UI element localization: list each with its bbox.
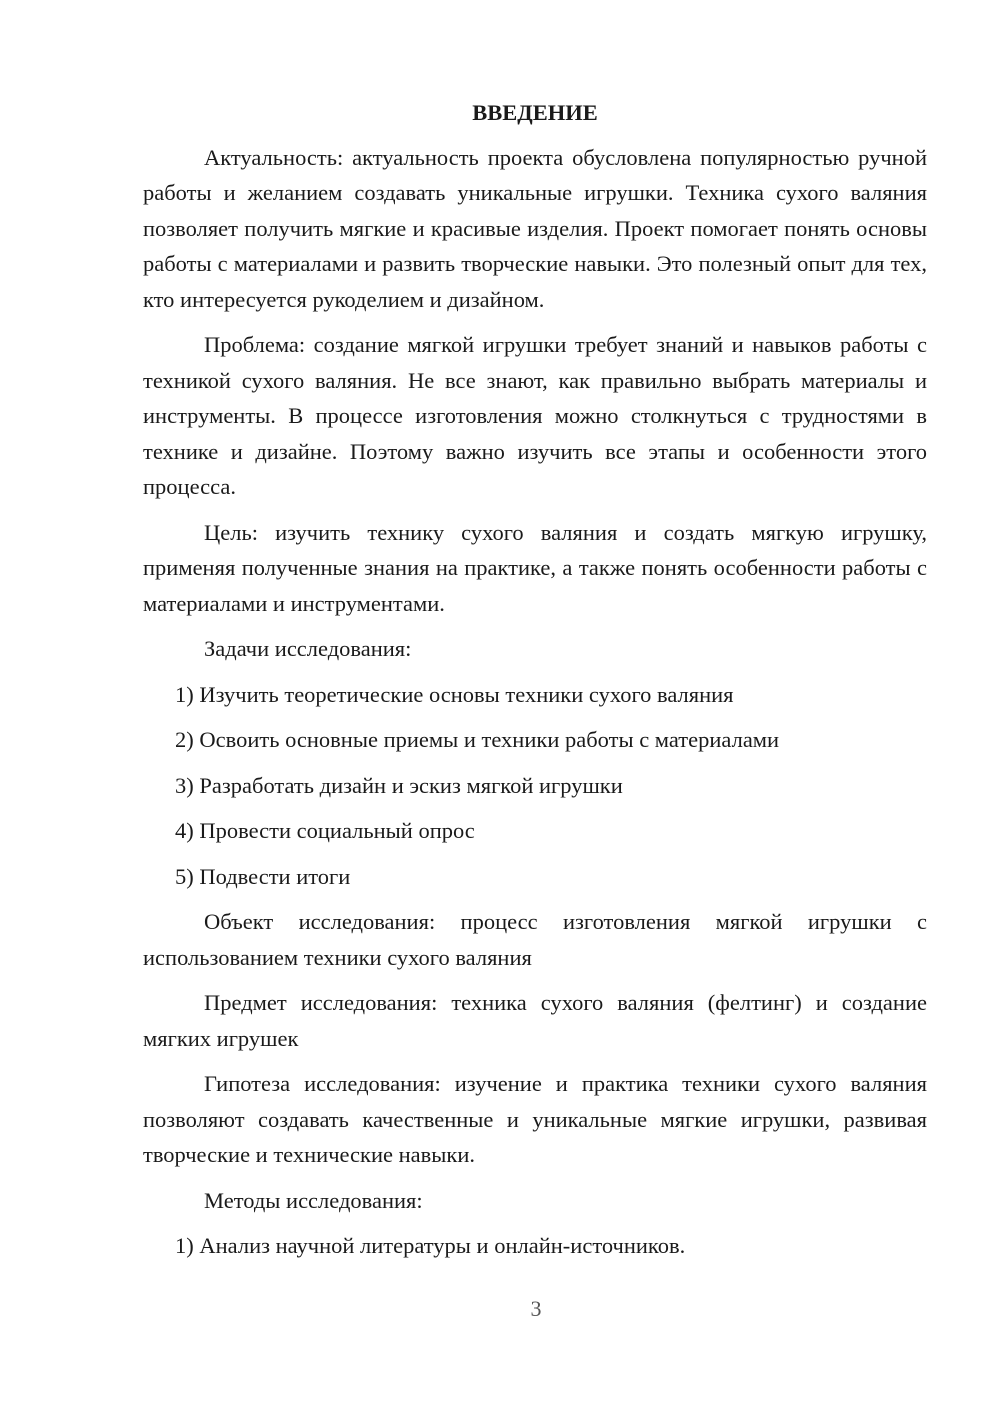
methods-heading: Методы исследования:: [204, 1187, 423, 1213]
method-item-1: 1) Анализ научной литературы и онлайн-источников.: [175, 1233, 686, 1258]
relevance-paragraph: Актуальность: актуальность проекта обусловлена популярностью ручной работы и желанием создавать уникальные игрушки. Техника сухого валяния позволяет получить мягкие и красивые изделия. Проект помогает понять основы работы с материалами и развить творческие навыки. Это полезный опыт для тех, кто интересуется рукоделием и дизайном.: [143, 144, 927, 312]
task-item-3: 3) Разработать дизайн и эскиз мягкой игрушки: [175, 772, 623, 798]
task-item-4: 4) Провести социальный опрос: [175, 818, 475, 843]
task-item-5: 5) Подвести итоги: [175, 863, 351, 889]
page-title: ВВЕДЕНИЕ: [472, 100, 598, 125]
hypothesis-paragraph: Гипотеза исследования: изучение и практика техники сухого валяния позволяют создавать качественные и уникальные мягкие игрушки, развивая творческие и технические навыки.: [143, 1071, 927, 1167]
subject-paragraph: Предмет исследования: техника сухого валяния (фелтинг) и создание мягких игрушек: [143, 990, 927, 1051]
goal-paragraph: Цель: изучить технику сухого валяния и создать мягкую игрушку, применяя полученные знания на практике, а также понять особенности работы с материалами и инструментами.: [143, 519, 927, 616]
object-paragraph: Объект исследования: процесс изготовления мягкой игрушки с использованием техники сухого валяния: [143, 909, 927, 970]
task-item-1: 1) Изучить теоретические основы техники сухого валяния: [175, 681, 734, 707]
page-content: [143, 95, 927, 1274]
page-number: 3: [530, 1296, 542, 1321]
problem-paragraph: Проблема: создание мягкой игрушки требует знаний и навыков работы с техникой сухого валяния. Не все знают, как правильно выбрать материалы и инструменты. В процессе изготовления можно столкнуться с трудностями в технике и дизайне. Поэтому важно изучить все этапы и особенности этого процесса.: [143, 332, 927, 499]
task-item-2: 2) Освоить основные приемы и техники работы с материалами: [175, 727, 780, 752]
tasks-heading: Задачи исследования:: [204, 636, 412, 661]
